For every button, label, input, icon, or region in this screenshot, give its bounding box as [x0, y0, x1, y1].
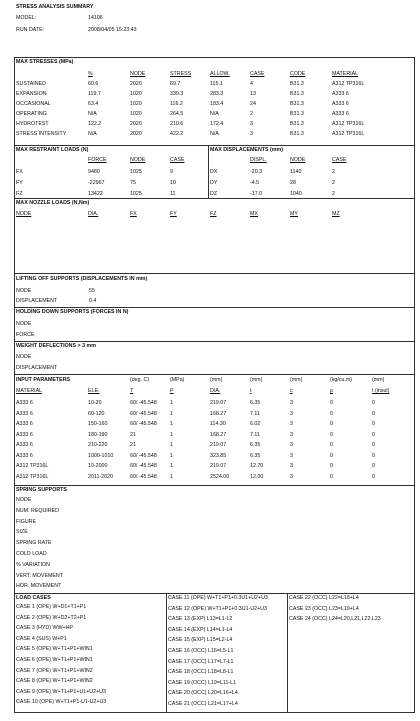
table-cell: 114.30: [210, 421, 226, 427]
lifting-node-value: 55: [89, 288, 95, 294]
table-cell: 3: [250, 121, 253, 127]
row-label: DZ: [210, 191, 218, 197]
load-case: CASE 24 (OCC) L24=L20,L21,L22,L23: [289, 616, 381, 623]
row-label: A312 TP316L: [16, 473, 49, 480]
table-cell: 7.11: [250, 431, 260, 438]
load-case: CASE 14 (EXP) L14=L1-L4: [168, 626, 233, 633]
table-cell: N/A: [88, 111, 97, 117]
table-cell: A333 6: [332, 101, 349, 107]
column-header: MX: [250, 211, 258, 217]
table-cell: 60/ -45.548: [130, 452, 157, 459]
input-parameters-title: INPUT PARAMETERS: [16, 377, 71, 383]
table-cell: 6.35: [250, 442, 261, 448]
spring-label: SIZE: [16, 529, 28, 536]
table-cell: 264.5: [170, 111, 184, 117]
table-cell: 3: [290, 473, 293, 480]
divider: [166, 593, 167, 713]
table-cell: 2: [332, 191, 335, 197]
divider: [14, 341, 415, 342]
table-cell: 116.2: [170, 101, 183, 107]
load-case: CASE 23 (OCC) L23=L19+L4: [289, 605, 359, 612]
column-header: c: [290, 388, 293, 394]
unit-label: (mm): [290, 377, 303, 383]
column-header: NODE: [290, 157, 306, 163]
column-header: CASE: [332, 157, 347, 163]
spring-label: HOR. MOVEMENT: [16, 583, 62, 590]
load-case: CASE 19 (OCC) L19=L11-L1: [168, 679, 237, 686]
load-case: CASE 9 (OPE) W+T1+P1+U1+U2+U3: [16, 688, 106, 695]
table-cell: 172.4: [210, 121, 224, 127]
run-date-value: 2008/04/05 15:23:43: [88, 27, 137, 33]
table-cell: 2: [332, 169, 335, 175]
table-cell: 1: [170, 431, 173, 438]
load-cases-title: LOAD CASES: [16, 595, 51, 601]
table-cell: 0: [330, 452, 333, 459]
load-case: CASE 16 (OCC) L16=L5-L1: [168, 648, 234, 654]
column-header: MATERIAL: [332, 71, 359, 77]
table-cell: -20.3: [250, 169, 263, 175]
table-cell: 2524.00: [210, 473, 230, 480]
table-cell: 60/ -45.548: [130, 421, 157, 427]
table-cell: B31.3: [290, 111, 304, 117]
load-case: CASE 20 (OCC) L20=L16+L4: [168, 690, 238, 697]
table-cell: 210.6: [170, 121, 184, 127]
table-cell: 28: [290, 180, 296, 186]
table-cell: 0: [330, 473, 333, 480]
table-cell: 60/ -45.548: [130, 410, 157, 417]
table-cell: 0: [372, 431, 375, 438]
table-cell: 2020: [130, 121, 142, 127]
table-cell: 3: [250, 131, 253, 137]
table-cell: 3: [290, 410, 293, 417]
model-label: MODEL:: [16, 15, 37, 21]
table-cell: 0: [372, 442, 375, 448]
weight-disp-label: DISPLACEMENT: [16, 365, 58, 371]
row-label: DX: [210, 169, 218, 175]
divider: [14, 145, 415, 146]
max-displacements-title: MAX DISPLACEMENTS (mm): [210, 147, 283, 153]
table-cell: 75: [130, 180, 136, 186]
table-cell: 1020: [130, 101, 142, 107]
table-cell: 6.02: [250, 421, 261, 427]
row-label: EXPANSION: [16, 91, 47, 97]
table-cell: 168.27: [210, 431, 227, 438]
max-nozzle-title: MAX NOZZLE LOADS (N,Nm): [16, 200, 90, 206]
lifting-off-title: LIFTING OFF SUPPORTS (DISPLACEMENTS IN mm): [16, 276, 148, 282]
load-case: CASE 10 (OPE) W+T1+P1-U1-U2+U3: [16, 699, 107, 706]
column-header: ρ: [330, 388, 334, 394]
run-date-label: RUN DATE:: [16, 27, 45, 33]
column-header: DISPL.: [250, 157, 267, 163]
load-case: CASE 6 (OPE) W+T1+P1+WIN1: [16, 657, 93, 663]
table-cell: 339.3: [170, 91, 184, 97]
divider: [208, 145, 209, 198]
unit-label: (mm): [250, 377, 263, 383]
table-cell: 150-160: [88, 421, 108, 427]
load-case: CASE 21 (OCC) L21=L17+L4: [168, 701, 238, 707]
unit-label: (MPa): [170, 377, 185, 383]
load-case: CASE 11 (OPE) W+T1+P1+0.3U1+U2+U3: [168, 595, 268, 601]
table-cell: 1040: [290, 191, 302, 197]
table-cell: 60/ -45.548: [130, 473, 157, 480]
divider: [14, 307, 415, 308]
load-case: CASE 3 (HYD) WW+HP: [16, 625, 73, 632]
table-cell: 60/ -45.548: [130, 400, 157, 406]
table-cell: 0: [372, 410, 375, 417]
table-cell: 10: [170, 180, 176, 186]
table-cell: 9480: [88, 169, 100, 175]
column-header: FX: [130, 211, 137, 217]
table-cell: 1140: [290, 169, 302, 175]
table-cell: 1: [170, 421, 173, 427]
unit-label: (mm): [372, 377, 385, 383]
column-header: MZ: [332, 211, 340, 217]
holding-down-title: HOLDING DOWN SUPPORTS (FORCES IN N): [16, 309, 129, 315]
table-cell: 210-220: [88, 442, 108, 448]
load-case: CASE 12 (OPE) W+T1+P1+0.3U1-U2+U3: [168, 605, 267, 612]
weight-deflections-title: WEIGHT DEFLECTIONS > 3 mm: [16, 343, 96, 349]
table-cell: 0: [330, 410, 333, 417]
table-cell: 13: [250, 91, 256, 97]
row-label: A333 6: [16, 442, 33, 448]
column-header: DIA.: [210, 388, 221, 394]
column-header: ELE.: [88, 388, 100, 394]
table-cell: 1: [170, 463, 173, 469]
divider: [287, 593, 288, 713]
divider: [14, 273, 415, 274]
table-cell: 1: [170, 442, 173, 448]
lifting-node-label: NODE: [16, 288, 32, 294]
table-cell: 21: [130, 442, 136, 448]
unit-label: (kg/cu.m): [330, 377, 353, 383]
spring-label: NODE: [16, 497, 32, 503]
table-cell: 12.00: [250, 473, 264, 480]
column-header: DIA.: [88, 211, 99, 217]
table-cell: 1020: [130, 111, 142, 117]
table-cell: 0: [372, 473, 375, 480]
load-case: CASE 4 (SUS) W+P1: [16, 635, 67, 642]
table-cell: 0: [372, 400, 375, 406]
table-cell: 13422: [88, 191, 103, 197]
column-header: MY: [290, 211, 298, 217]
table-cell: 3: [290, 431, 293, 438]
spring-label: NUM. REQUIRED: [16, 507, 59, 514]
row-label: A333 6: [16, 400, 33, 406]
table-cell: 2: [250, 111, 253, 117]
table-cell: 323.85: [210, 452, 227, 459]
table-cell: 0: [372, 452, 375, 459]
table-cell: 7.11: [250, 410, 260, 417]
table-cell: 1: [170, 452, 173, 459]
max-restraint-title: MAX RESTRAINT LOADS (N): [16, 147, 89, 153]
row-label: A333 6: [16, 431, 33, 438]
table-cell: B31.3: [290, 91, 304, 97]
table-cell: 3: [290, 442, 293, 448]
table-cell: A333 6: [332, 111, 349, 117]
column-header: CODE: [290, 71, 306, 77]
row-label: HYDROTEST: [16, 121, 49, 127]
spring-label: % VARIATION: [16, 561, 50, 568]
table-cell: 115.1: [210, 81, 223, 87]
table-cell: 122.2: [88, 121, 102, 127]
table-cell: 119.7: [88, 91, 101, 97]
report-title: STRESS ANALYSIS SUMMARY: [16, 4, 94, 10]
column-header: FORCE: [88, 157, 107, 163]
weight-node-label: NODE: [16, 354, 32, 360]
column-header: NODE: [130, 157, 146, 163]
load-case: CASE 2 (OPE) W+D2+T2+P1: [16, 614, 87, 621]
table-cell: 2: [332, 180, 335, 186]
table-cell: 24: [250, 101, 256, 107]
max-stresses-title: MAX STRESSES (MPa): [16, 59, 74, 65]
table-cell: 12.70: [250, 463, 264, 469]
table-cell: 180-190: [88, 431, 108, 438]
column-header: FZ: [210, 211, 217, 217]
row-label: A333 6: [16, 421, 33, 427]
table-cell: 9: [170, 169, 173, 175]
column-header: CASE: [170, 157, 185, 163]
spring-label: COLD LOAD: [16, 551, 47, 557]
divider: [14, 593, 415, 594]
holding-node-label: NODE: [16, 321, 32, 327]
column-header: T: [130, 388, 134, 394]
table-cell: 1020: [130, 91, 142, 97]
row-label: A333 6: [16, 452, 33, 459]
column-header: NODE: [130, 71, 146, 77]
table-cell: N/A: [210, 131, 219, 137]
load-case: CASE 18 (OCC) L18=L8-L1: [168, 669, 234, 676]
table-cell: 1000-1010: [88, 452, 114, 459]
holding-force-label: FORCE: [16, 332, 35, 338]
table-cell: B31.3: [290, 101, 304, 107]
row-label: FZ: [16, 191, 23, 197]
spring-label: FIGURE: [16, 518, 37, 525]
divider: [14, 485, 415, 486]
row-label: A333 6: [16, 410, 33, 417]
table-cell: 219.07: [210, 463, 227, 469]
table-cell: 0: [330, 421, 333, 427]
spring-label: VERT. MOVEMENT: [16, 572, 63, 579]
row-label: SUSTAINED: [16, 81, 46, 87]
table-cell: 283.3: [210, 91, 224, 97]
model-value: 14106: [88, 15, 103, 21]
table-cell: 1: [170, 473, 173, 480]
column-header: P: [170, 388, 174, 394]
table-cell: 4: [250, 81, 253, 87]
column-header: ALLOW.: [210, 71, 230, 77]
column-header: t: [250, 388, 252, 394]
column-header: NODE: [16, 211, 32, 217]
table-cell: 10-20: [88, 400, 102, 406]
table-cell: 10-2000: [88, 463, 108, 469]
table-cell: 183.4: [210, 101, 224, 107]
row-label: OPERATING: [16, 111, 47, 117]
table-cell: 219.07: [210, 442, 227, 448]
table-cell: A312 TP316L: [332, 131, 365, 137]
column-header: CASE: [250, 71, 265, 77]
row-label: OCCASIONAL: [16, 101, 51, 107]
table-cell: 168.27: [210, 410, 227, 417]
load-case: CASE 22 (OCC) L22=L18+L4: [289, 595, 359, 601]
table-cell: 1025: [130, 169, 142, 175]
table-cell: 0: [372, 463, 375, 469]
load-case: CASE 7 (OPE) W+T1+P1+WIN2: [16, 667, 93, 674]
table-cell: 2011-2020: [88, 473, 113, 480]
row-label: FY: [16, 180, 23, 186]
table-cell: 219.07: [210, 400, 227, 406]
table-cell: 0: [372, 421, 375, 427]
table-cell: -22967: [88, 180, 105, 186]
table-cell: 11: [170, 191, 176, 197]
row-label: DY: [210, 180, 218, 186]
table-cell: 2020: [130, 81, 142, 87]
table-cell: A312 TP316L: [332, 81, 365, 87]
load-case: CASE 1 (OPE) W+D1+T1+P1: [16, 604, 87, 610]
unit-label: (deg. C): [130, 377, 150, 383]
table-cell: N/A: [210, 111, 219, 117]
table-cell: B31.3: [290, 81, 304, 87]
load-case: CASE 5 (OPE) W+T1+P1+WIN1: [16, 646, 93, 653]
load-case: CASE 17 (OCC) L17=L7-L1: [168, 658, 234, 665]
column-header: STRESS: [170, 71, 192, 77]
column-header: MATERIAL: [16, 388, 43, 394]
column-header: t (insul): [372, 388, 390, 394]
load-case: CASE 15 (EXP) L15=L2-L4: [168, 637, 233, 644]
table-cell: 6.35: [250, 400, 261, 406]
lifting-disp-value: 0.4: [89, 298, 97, 304]
table-cell: -4.5: [250, 180, 260, 186]
table-cell: 3: [290, 421, 293, 427]
table-cell: -17.0: [250, 191, 263, 197]
load-case: CASE 8 (OPE) W+T1+P1+WIN2: [16, 678, 93, 685]
row-label: STRESS INTENSITY: [16, 131, 67, 137]
table-cell: 1: [170, 400, 173, 406]
table-cell: 6.35: [250, 452, 261, 459]
table-cell: 60-120: [88, 410, 105, 417]
lifting-disp-label: DISPLACEMENT: [16, 298, 58, 304]
table-cell: 3: [290, 463, 293, 469]
load-case: CASE 13 (EXP) L13=L1-L2: [168, 616, 233, 623]
table-cell: 3: [290, 400, 293, 406]
column-header: %: [88, 71, 93, 77]
table-cell: N/A: [88, 131, 97, 137]
table-cell: 60/ -45.548: [130, 463, 157, 469]
table-cell: A312 TP316L: [332, 121, 365, 127]
table-cell: 63.4: [88, 101, 99, 107]
table-cell: 1025: [130, 191, 142, 197]
table-cell: 69.7: [170, 81, 181, 87]
table-cell: 60.6: [88, 81, 99, 87]
table-cell: 0: [330, 442, 333, 448]
table-cell: 0: [330, 463, 333, 469]
row-label: FX: [16, 169, 23, 175]
table-cell: 1: [170, 410, 173, 417]
table-cell: 2020: [130, 131, 142, 137]
table-cell: 0: [330, 400, 333, 406]
table-cell: B31.3: [290, 131, 304, 137]
column-header: FY: [170, 211, 177, 217]
divider: [14, 374, 415, 375]
row-label: A312 TP316L: [16, 463, 49, 469]
table-cell: 0: [330, 431, 333, 438]
table-cell: A333 6: [332, 91, 349, 97]
table-cell: 21: [130, 431, 136, 438]
unit-label: (mm): [210, 377, 223, 383]
table-cell: B31.3: [290, 121, 304, 127]
spring-label: SPRING RATE: [16, 540, 52, 547]
spring-supports-title: SPRING SUPPORTS: [16, 487, 67, 493]
divider: [14, 198, 415, 199]
table-cell: 3: [290, 452, 293, 459]
table-cell: 422.2: [170, 131, 184, 137]
